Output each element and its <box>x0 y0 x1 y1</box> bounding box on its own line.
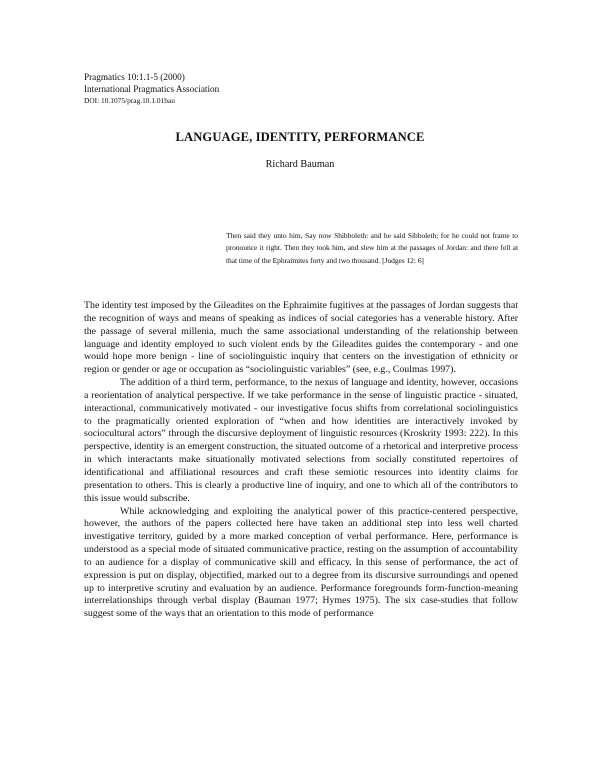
paragraph-3: While acknowledging and exploiting the analytical power of this practice-centered perspective, however, the authors of the papers collected here have taken an additional step into less well charted investigative territory, guided by a more marked conception of verbal performance. Here, performance is understood as a special mode of situated communicative practice, resting on the assumption of accountability to an audience for a display of communicative skill and efficacy. In this sense of performance, the act of expression is put on display, objectified, marked out to a degree from its discursive surroundings and opened up to interpretive scrutiny and evaluation by an audience. Performance foregrounds form-function-meaning interrelationships through verbal display (Bauman 1977; Hymes 1975). The six case-studies that follow suggest some of the ways that an orientation to this mode of performance <box>84 505 518 620</box>
journal-citation: Pragmatics 10:1.1-5 (2000) <box>84 72 185 82</box>
epigraph: Then said they unto him, Say now Shibboleth: and he said Sibboleth; for he could not frame to pronounce it right. Then they took him, and slew him at the passages of Jordan: and there fell at that time of the Ephraimites forty and two thousand. [Judges 12: 6] <box>226 231 518 265</box>
author-name: Richard Bauman <box>265 159 335 170</box>
paragraph-1: The identity test imposed by the Gileadites on the Ephraimite fugitives at the passages of Jordan suggests that the recognition of ways and means of speaking as indices of social categories has a venerable history. After the passage of several millenia, much the same associational understanding of the relationship between language and identity employed to such violent ends by the Gileadites guides the contemporary - and one would hope more benign - line of sociolinguistic inquiry that centers on the investigation of ethnicity or region or gender or age or occupation as “sociolinguistic variables” (see, e.g., Coulmas 1997). <box>84 300 518 376</box>
publisher-name: International Pragmatics Association <box>84 83 220 94</box>
doi-link[interactable]: DOI: 10.1075/prag.10.1.01bau <box>84 96 175 105</box>
journal-header <box>84 72 219 107</box>
body-text <box>84 300 518 621</box>
paper-title: LANGUAGE, IDENTITY, PERFORMANCE <box>175 130 425 144</box>
paragraph-2: The addition of a third term, performance, to the nexus of language and identity, however, occasions a reorientation of analytical perspective. If we take performance in the sense of linguistic practice - situated, interactional, communicatively motivated - our investigative focus shifts from correlational sociolinguistics to the pragmatically oriented exploration of “when and how identities are interactively invoked by sociocultural actors” through the discursive deployment of linguistic resources (Kroskrity 1993: 222). In this perspective, identity is an emergent construction, the situated outcome of a rhetorical and interpretive process in which interactants make situationally motivated selections from socially constituted repertoires of identificational and affiliational resources and craft these semiotic resources into identity claims for presentation to others. This is clearly a productive line of inquiry, and one to which all of the contributors to this issue would subscribe. <box>84 377 518 504</box>
